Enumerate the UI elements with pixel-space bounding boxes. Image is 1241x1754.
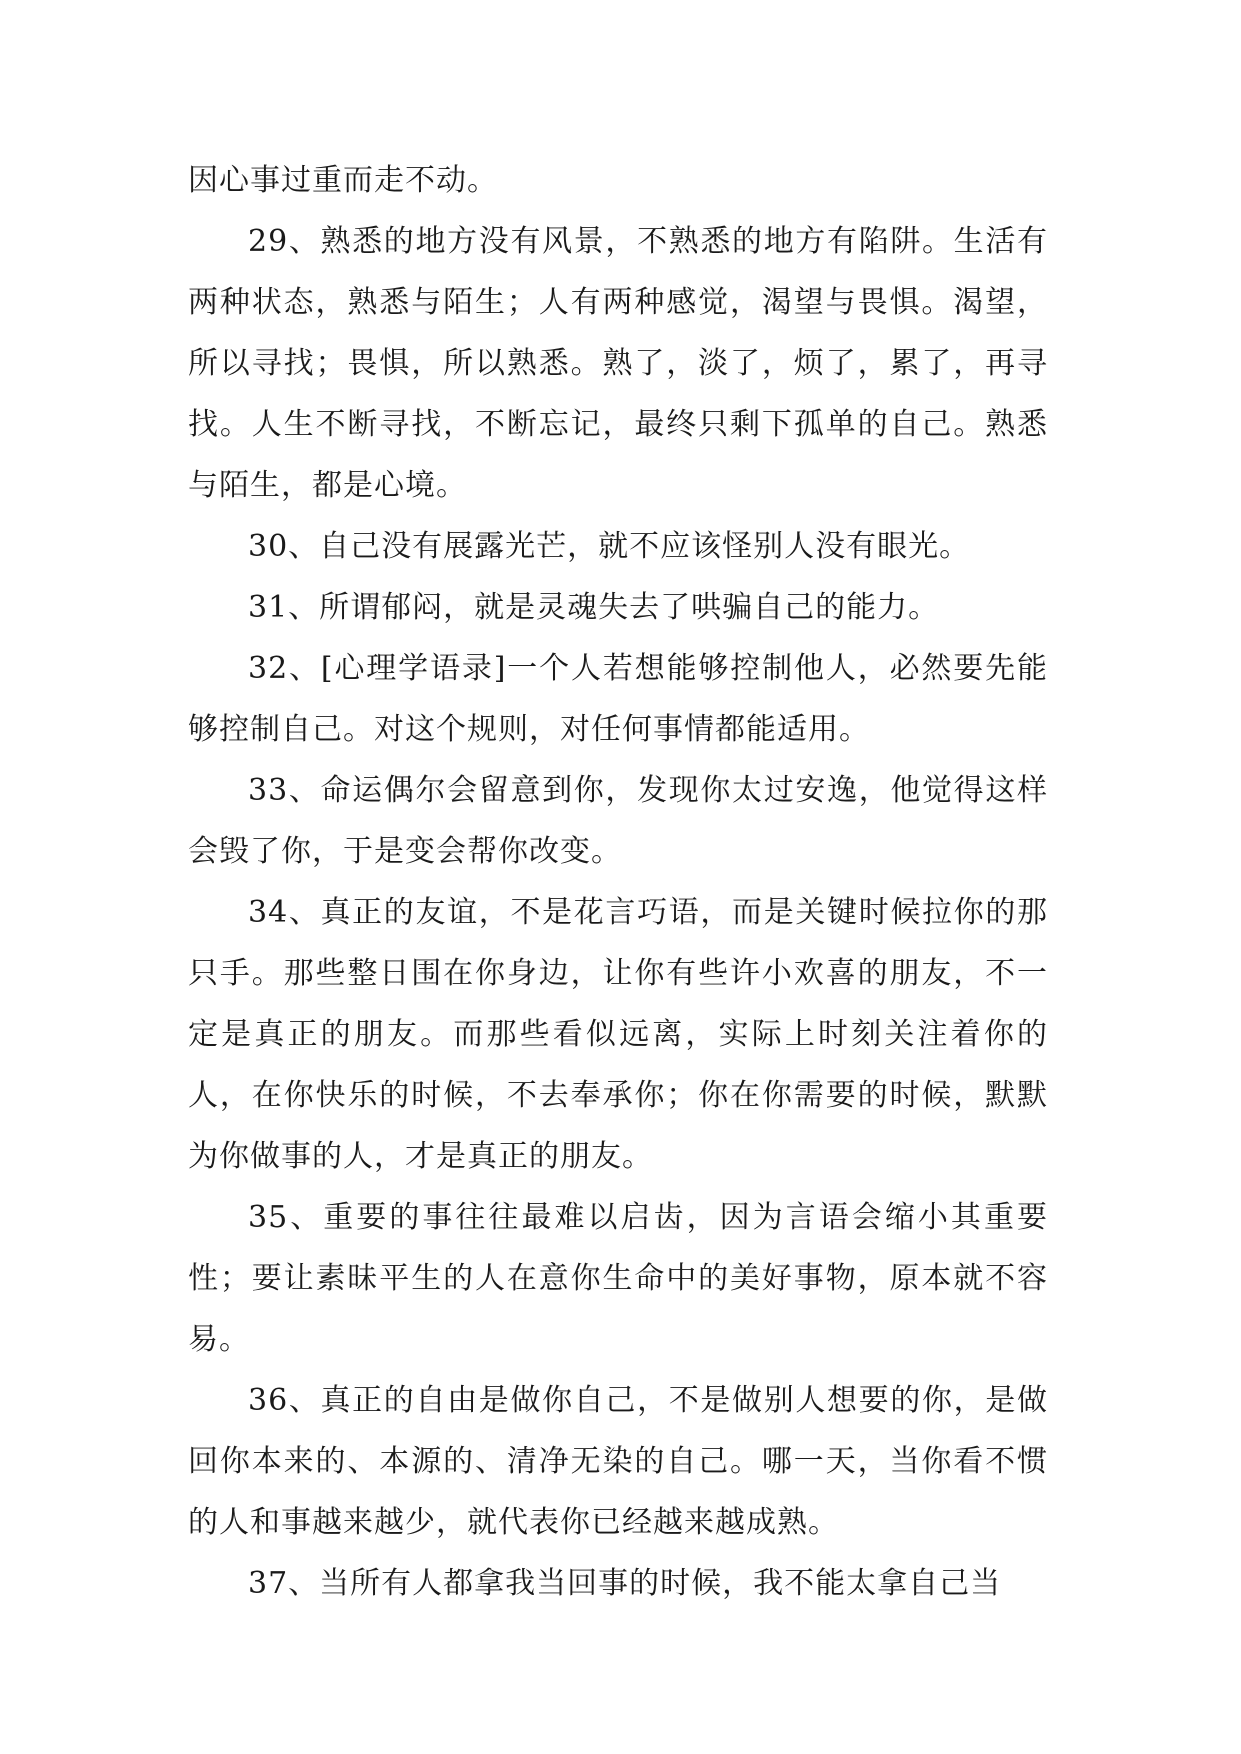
paragraph-29: 29、熟悉的地方没有风景，不熟悉的地方有陷阱。生活有两种状态，熟悉与陌生；人有两种感觉，渴望与畏惧。渴望，所以寻找；畏惧，所以熟悉。熟了，淡了，烦了，累了，再寻找。人生不断寻找，不断忘记，最终只剩下孤单的自己。熟悉与陌生，都是心境。 [188,224,1048,503]
paragraph-34: 34、真正的友谊，不是花言巧语，而是关键时候拉你的那只手。那些整日围在你身边，让你有些许小欢喜的朋友，不一定是真正的朋友。而那些看似远离，实际上时刻关注着你的人，在你快乐的时候，不去奉承你；你在你需要的时候，默默为你做事的人，才是真正的朋友。 [188,895,1048,1174]
paragraph-31: 31、所谓郁闷，就是灵魂失去了哄骗自己的能力。 [248,590,940,625]
paragraph-35: 35、重要的事往往最难以启齿，因为言语会缩小其重要性；要让素昧平生的人在意你生命中的美好事物，原本就不容易。 [188,1200,1048,1357]
paragraph-36: 36、真正的自由是做你自己，不是做别人想要的你，是做回你本来的、本源的、清净无染的自己。哪一天，当你看不惯的人和事越来越少，就代表你已经越来越成熟。 [188,1383,1048,1540]
paragraph-32: 32、[心理学语录]一个人若想能够控制他人，必然要先能够控制自己。对这个规则，对任何事情都能适用。 [188,651,1048,747]
document-body [188,150,1048,1614]
paragraph-continuation: 因心事过重而走不动。 [188,163,498,198]
paragraph-37: 37、当所有人都拿我当回事的时候，我不能太拿自己当 [248,1566,1002,1601]
paragraph-30: 30、自己没有展露光芒，就不应该怪别人没有眼光。 [248,529,971,564]
paragraph-33: 33、命运偶尔会留意到你，发现你太过安逸，他觉得这样会毁了你，于是变会帮你改变。 [188,773,1048,869]
